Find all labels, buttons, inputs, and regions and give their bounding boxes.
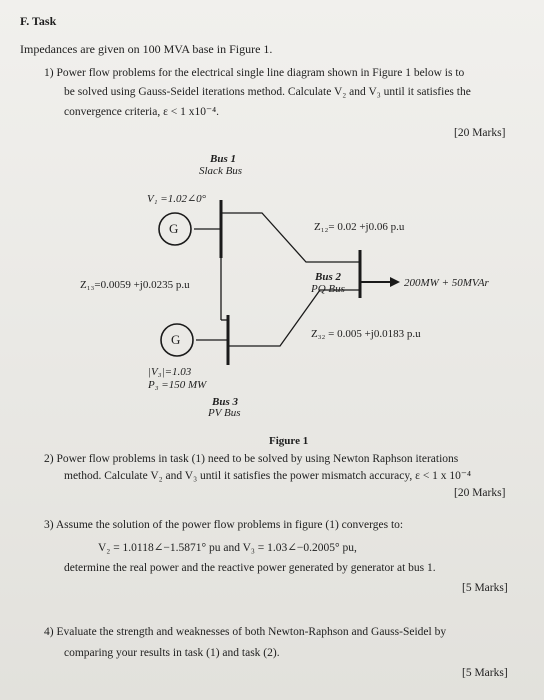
load-label: 200MW + 50MVAr bbox=[404, 277, 489, 289]
z32-label: Z₃₂ = 0.005 +j0.0183 p.u bbox=[311, 328, 421, 340]
gen1-label: G bbox=[169, 221, 179, 236]
q3-line2: V₂ = 1.0118∠−1.5871° pu and V₃ = 1.03∠−0.2005° pu, bbox=[98, 542, 357, 554]
q3-marks: [5 Marks] bbox=[462, 582, 508, 594]
q2-line2: method. Calculate V₂ and V₃ until it satisfies the power mismatch accuracy, ε < 1 x 10⁻⁴ bbox=[64, 470, 472, 482]
q4-line2: comparing your results in task (1) and task (2). bbox=[64, 647, 280, 659]
bus1-name: Bus 1 bbox=[210, 153, 236, 165]
q2-marks: [20 Marks] bbox=[454, 487, 506, 499]
gen3-label: G bbox=[171, 332, 181, 347]
v3-label: |V₃|=1.03 bbox=[148, 366, 192, 378]
bus2-name: Bus 2 bbox=[315, 271, 341, 283]
intro-text: Impedances are given on 100 MVA base in Figure 1. bbox=[20, 42, 273, 56]
q1-line1: 1) Power flow problems for the electrical single line diagram shown in Figure 1 below is to bbox=[44, 67, 465, 79]
q1-line3: convergence criteria, ε < 1 x10⁻⁴. bbox=[64, 106, 219, 118]
z12-label: Z₁₂= 0.02 +j0.06 p.u bbox=[314, 221, 405, 233]
v1-label: V₁ =1.02∠0° bbox=[147, 193, 207, 205]
q3-line1: 3) Assume the solution of the power flow problems in figure (1) converges to: bbox=[44, 519, 404, 531]
p3-label: P₃ =150 MW bbox=[148, 379, 207, 391]
bus1-type: Slack Bus bbox=[199, 165, 243, 177]
bus2-type: PQ Bus bbox=[311, 283, 345, 295]
z13-label: Z₁₃=0.0059 +j0.0235 p.u bbox=[80, 279, 190, 291]
bus3-type: PV Bus bbox=[208, 407, 241, 419]
q1-line2: be solved using Gauss-Seidel iterations method. Calculate V₂ and V₃ until it satisfies the bbox=[64, 86, 471, 98]
q2-line1: 2) Power flow problems in task (1) need to be solved by using Newton Raphson iterations bbox=[44, 453, 459, 465]
figure-caption: Figure 1 bbox=[269, 435, 309, 447]
q3-line3: determine the real power and the reactive power generated by generator at bus 1. bbox=[64, 562, 436, 574]
q1-marks: [20 Marks] bbox=[454, 127, 506, 139]
q4-line1: 4) Evaluate the strength and weaknesses of both Newton-Raphson and Gauss-Seidel by bbox=[44, 626, 447, 638]
bus3-name: Bus 3 bbox=[212, 396, 238, 408]
q4-marks: [5 Marks] bbox=[462, 667, 508, 679]
load-arrow-head bbox=[390, 277, 400, 287]
task-heading: F. Task bbox=[20, 14, 57, 28]
